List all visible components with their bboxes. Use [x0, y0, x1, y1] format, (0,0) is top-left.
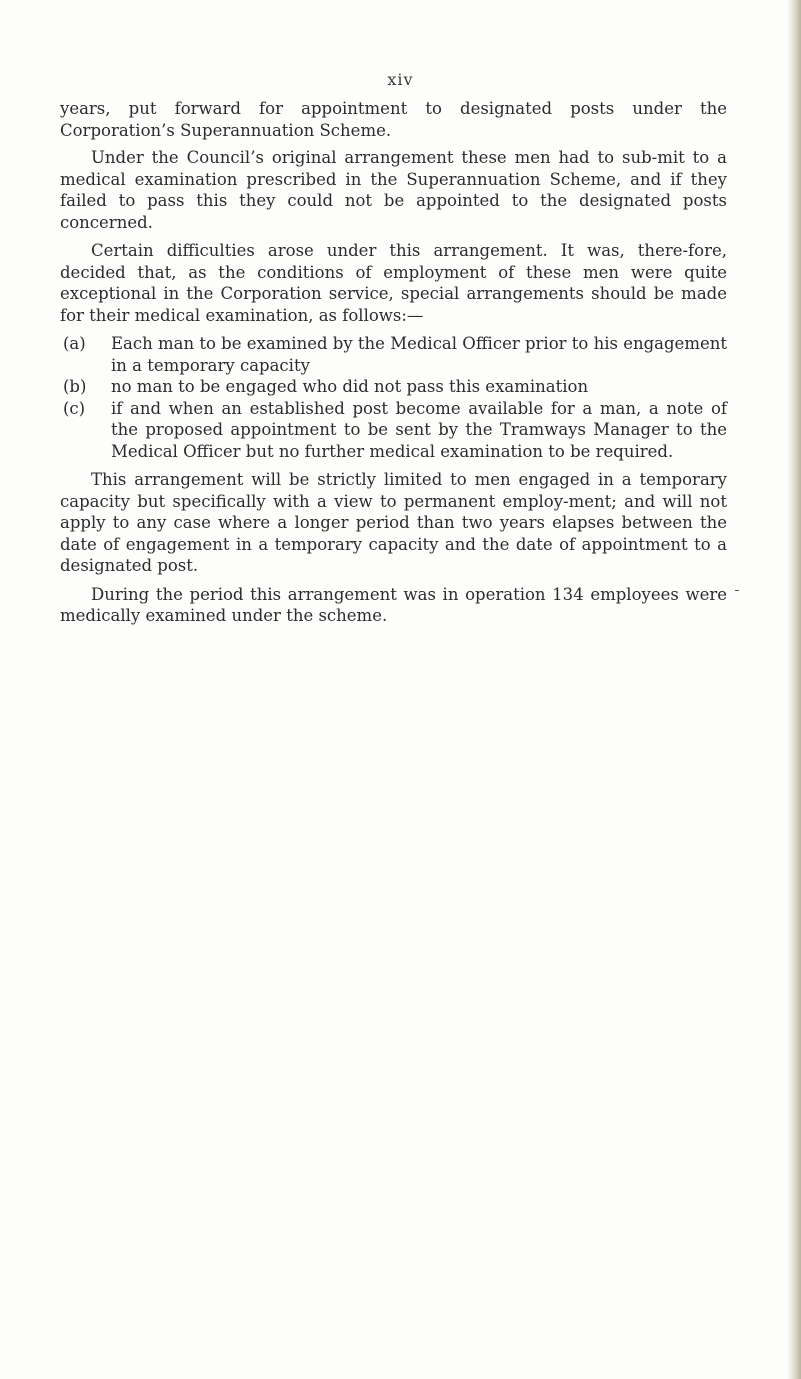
list-item-text: no man to be engaged who did not pass this examination: [111, 377, 589, 396]
list-item: [60, 376, 727, 398]
list-item: [60, 398, 727, 463]
paragraph-difficulties: Certain difficulties arose under this arrangement. It was, there-fore, decided that, as the conditions of employment of these men were quite exceptional in the Corporation service, special arrangements should be made for their medical examination, as follows:—: [60, 241, 727, 325]
page-number: xiv: [387, 70, 414, 89]
paragraph-original-arrangement: Under the Council’s original arrangement these men had to sub-mit to a medical examination prescribed in the Superannuation Scheme, and if they failed to pass this they could not be appointed to the designated posts concerned.: [60, 148, 727, 232]
list-item: [60, 333, 727, 376]
paragraph-outcome: During the period this arrangement was in operation 134 employees were medically examined under the scheme.: [60, 584, 727, 625]
document-body: [60, 98, 727, 627]
arrangement-list: [60, 333, 727, 462]
list-marker: (a): [63, 334, 86, 353]
list-marker: (c): [63, 398, 86, 418]
list-item-text: Each man to be examined by the Medical Officer prior to his engagement in a temporary capacity: [111, 334, 727, 375]
list-marker: (b): [63, 377, 87, 396]
paragraph-limitation: This arrangement will be strictly limited to men engaged in a temporary capacity but specifically with a view to permanent employ-ment; and will not apply to any case where a longer period than two years elapses between the date of engagement in a temporary capacity and the date of appointment to a designated post.: [60, 470, 727, 575]
page-edge-shadow: [787, 0, 801, 1379]
paragraph-continuation: years, put forward for appointment to designated posts under the Corporation’s Superannuation Scheme.: [60, 99, 727, 140]
print-mark: [735, 590, 739, 591]
list-item-text: if and when an established post become available for a man, a note of the proposed appointment to be sent by the Tramways Manager to the Medical Officer but no further medical examination to be required.: [111, 398, 727, 461]
